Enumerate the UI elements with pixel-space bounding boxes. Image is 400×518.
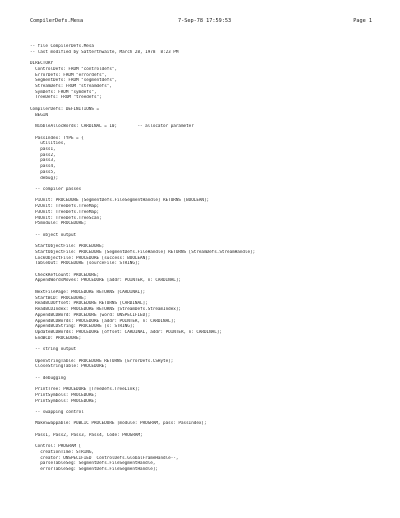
code-line: CompilerDefs: DEFINITIONS =	[30, 106, 100, 112]
code-line: Pass1, Pass2, Pass3, Pass4, Code: PROGRAM;	[30, 432, 143, 438]
code-line: debug};	[30, 175, 59, 181]
code-line: Control: PROGRAM [	[30, 444, 82, 450]
code-line: -- object output	[30, 232, 77, 238]
code-line: AppendWordsMoves: PROCEDURE [addr: POINTER, n: CARDINAL];	[30, 278, 181, 284]
code-line: EndBCD: PROCEDURE;	[30, 335, 82, 341]
code-line: ReadBCDOffset: PROCEDURE RETURNS [CARDINAL];	[30, 301, 148, 307]
code-line: SymDefs: FROM "symdefs",	[30, 89, 97, 95]
code-line: CheckRefCount: PROCEDURE;	[30, 272, 100, 278]
code-line: LockObjectFile: PROCEDURE [success: BOOLEAN];	[30, 255, 151, 261]
code-line: pass2,	[30, 152, 56, 158]
code-line: DIRECTORY	[30, 61, 54, 67]
code-line: P5module: PROCEDURE;	[30, 221, 87, 227]
code-line: SegmentDefs: FROM "segmentdefs",	[30, 78, 117, 84]
code-line: PrintTree: PROCEDURE [TreeDefs.TreeLink];	[30, 387, 141, 393]
code-line: StartObjectFile: PROCEDURE;	[30, 244, 105, 250]
code-line: StartObjectFile: PROCEDURE [SegmentDefs.FileHandle] RETURNS [StreamDefs.StreamHandle];	[30, 249, 256, 255]
header-timestamp: 7-Sep-78 17:59:53	[178, 18, 232, 24]
code-line: CloseStringTable: PROCEDURE;	[30, 364, 107, 370]
header-page-number: Page 1	[353, 18, 372, 24]
code-line: -- swapping control	[30, 410, 84, 415]
code-line: UpdateBCDWords: PROCEDURE [offset: CARDINAL, addr: POINTER, n: CARDINAL];	[30, 329, 222, 335]
code-line: pass3,	[30, 158, 56, 164]
code-line: OpenStringTable: PROCEDURE RETURNS [ErrorDefs.CSHyte];	[30, 358, 174, 364]
code-line: P1Unit: PROCEDURE [SegmentDefs.FileSegmentHandle] RETURNS [BOOLEAN];	[30, 198, 210, 204]
code-line: errorTableSeg: SegmentDefs.FileSegmentHandle];	[30, 467, 158, 473]
code-line: -- last modified by Satterthwaite, March 28, 1978 8:23 PM	[30, 49, 179, 55]
code-line: pass5,	[30, 169, 56, 175]
code-line: PrintSymbols: PROCEDURE;	[30, 392, 97, 398]
code-line: ReadBCDIndex: PROCEDURE RETURNS [StreamDefs.StreamIndex];	[30, 307, 181, 313]
code-line: P4Unit: TreeDefs.TreeScan;	[30, 215, 102, 221]
code-line: -- compiler passes	[30, 186, 82, 192]
code-line: -- file CompilerDefs.Mesa	[30, 44, 94, 49]
code-line: StartBCD: PROCEDURE;	[30, 295, 87, 301]
code-line: AppendBCDString: PROCEDURE [s: STRING];	[30, 324, 135, 330]
code-line: TreeDefs: FROM "treedefs";	[30, 95, 102, 101]
code-line: PrintSymbols: PROCEDURE;	[30, 398, 97, 404]
header-filename: CompilerDefs.Mesa	[30, 18, 84, 24]
page-header	[30, 18, 372, 28]
code-line: P2Unit: TreeDefs.TreeMap;	[30, 204, 100, 210]
code-line: AppendBCDWords: PROCEDURE [addr: POINTER, n: CARDINAL];	[30, 318, 176, 324]
code-line: NibbleAllocWords: CARDINAL = 10; -- allocator parameter	[30, 124, 194, 130]
code-line: pass4,	[30, 164, 56, 170]
code-line: pass1,	[30, 146, 56, 152]
code-line: NextFilePage: PROCEDURE RETURNS [CARDINAL];	[30, 289, 146, 295]
code-line: MakeSwappable: PUBLIC PROCEDURE [module: PROGRAM, pass: PassIndex];	[30, 421, 207, 427]
code-line: StreamDefs: FROM "streamdefs",	[30, 84, 112, 90]
code-line: creator: UNSPECIFIED ControlDefs.GlobalFrameHandle--,	[30, 455, 179, 461]
code-line: TableOut: PROCEDURE [sourceFile: STRING];	[30, 261, 141, 267]
code-line: PassIndex: TYPE = {	[30, 135, 84, 141]
code-line: creationTime: STRING,	[30, 450, 94, 456]
code-line: utilities,	[30, 141, 66, 147]
code-line: BEGIN	[30, 112, 48, 118]
code-line: -- debugging	[30, 375, 66, 381]
code-line: parseTableSeg: SegmentDefs.FileSegmentHandle,	[30, 461, 156, 467]
code-line: P3Unit: TreeDefs.TreeMap;	[30, 209, 100, 215]
code-line: AppendBCDWord: PROCEDURE [word: UNSPECIFIED];	[30, 312, 151, 318]
source-listing	[30, 44, 380, 473]
code-line: -- string output	[30, 347, 77, 353]
code-line: ErrorDefs: FROM "errordefs",	[30, 72, 107, 78]
code-line: ControlDefs: FROM "controldefs",	[30, 66, 117, 72]
